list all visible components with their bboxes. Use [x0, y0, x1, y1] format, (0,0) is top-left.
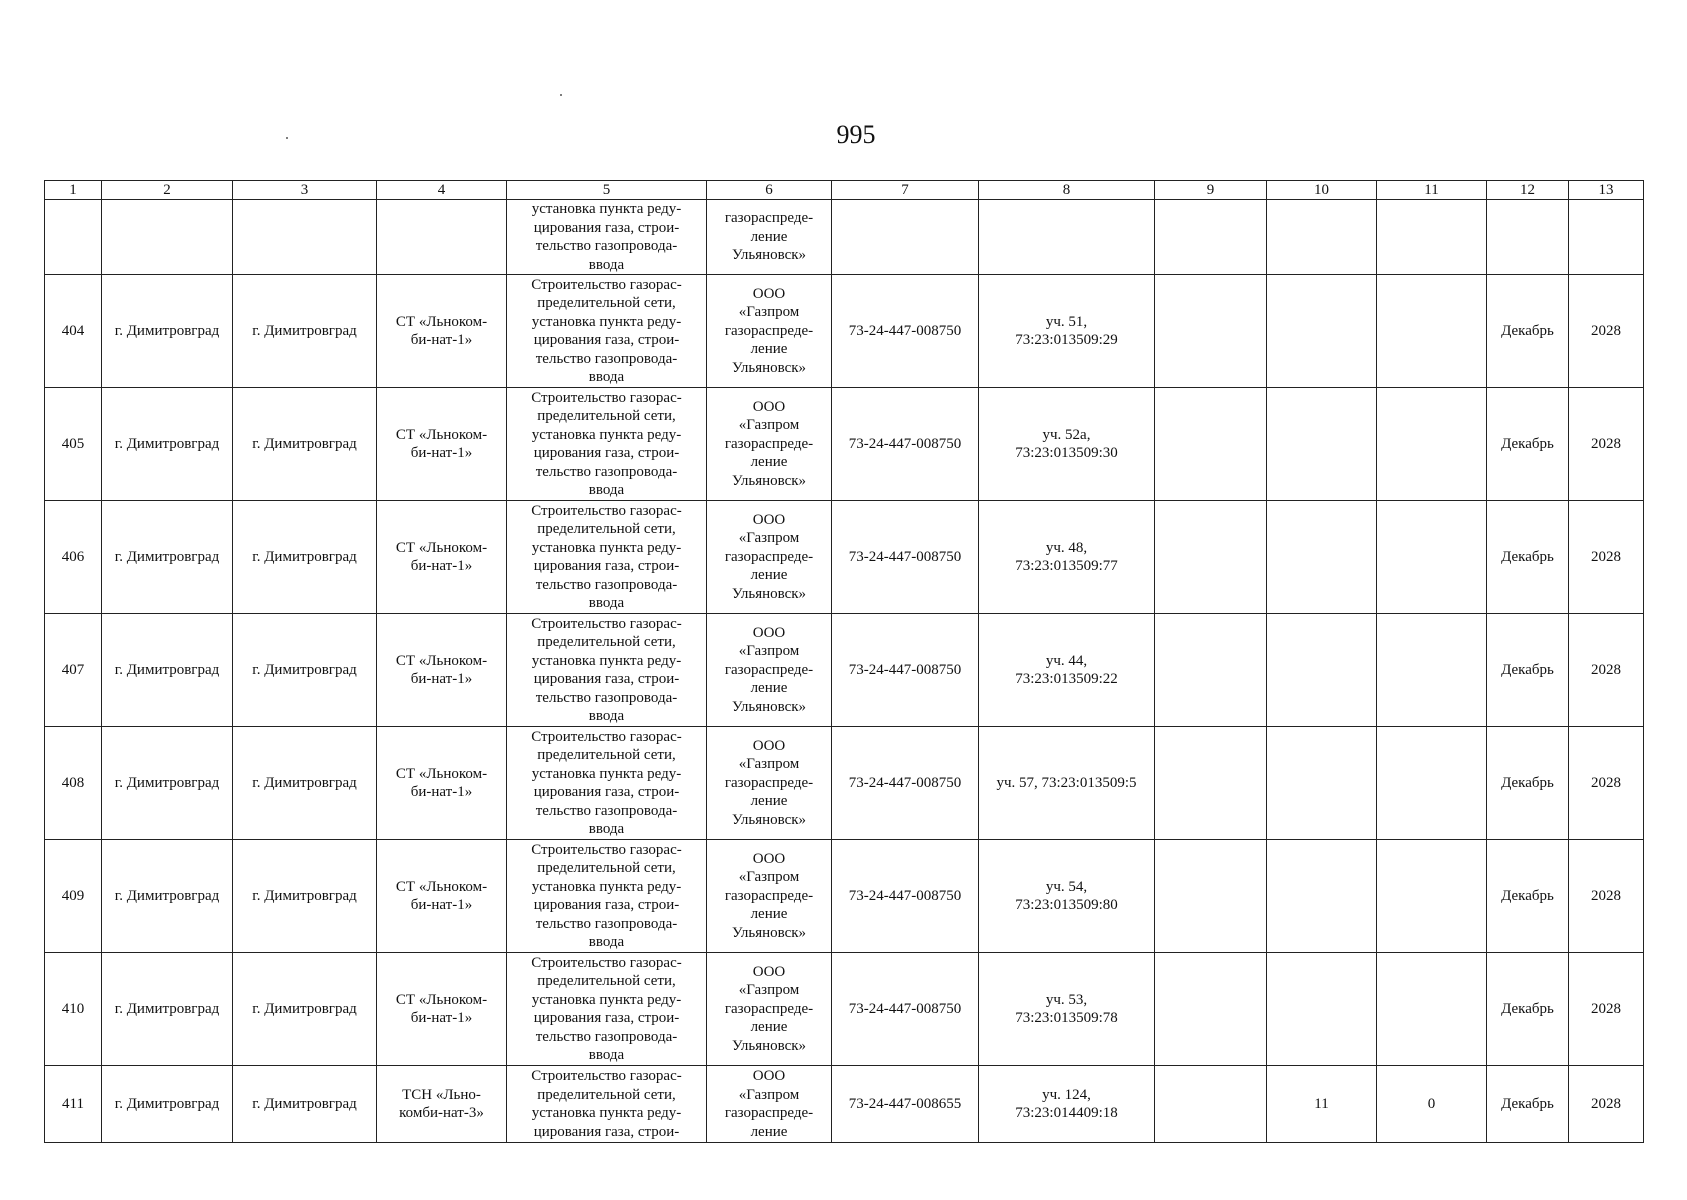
continuation-row [45, 200, 1644, 275]
column-number-6: 6 [707, 181, 832, 200]
cell-10 [1267, 953, 1377, 1066]
cell-object [377, 614, 507, 727]
cell-org-line: «Газпром [738, 982, 800, 999]
cell-num: 410 [45, 953, 102, 1066]
cell-org-line: ООО [752, 398, 786, 415]
cell-plot-line: 73:23:013509:29 [1015, 332, 1118, 348]
work-line: установка пункта реду- [531, 201, 682, 217]
table-row [45, 953, 1644, 1066]
cell-object-line: ТСН «Льно- [402, 1086, 481, 1103]
cell-work-line: тельство газопровода- [535, 576, 678, 593]
table-row [45, 501, 1644, 614]
cell-9 [1155, 501, 1267, 614]
cell-11 [1377, 953, 1487, 1066]
cell-month: Декабрь [1487, 501, 1569, 614]
column-number-13: 13 [1569, 181, 1644, 200]
cell-object-line: СТ «Льноком- [395, 426, 488, 443]
cell-municipality: г. Димитровград [102, 275, 233, 388]
cell-municipality [102, 200, 233, 275]
cell-object-line: СТ «Льноком- [395, 878, 488, 895]
cell-locality: г. Димитровград [233, 275, 377, 388]
cell-org-line: ление [750, 793, 788, 810]
cell-org [707, 614, 832, 727]
cell-org-line: Ульяновск» [731, 1037, 807, 1054]
column-number-5: 5 [507, 181, 707, 200]
table-row [45, 1066, 1644, 1143]
work-line: тельство газопровода- [535, 238, 678, 254]
cell-11 [1377, 501, 1487, 614]
column-number-2: 2 [102, 181, 233, 200]
cell-work-line: цирования газа, строи- [533, 332, 680, 348]
cell-plot-line: 73:23:013509:30 [1015, 445, 1118, 461]
cell-org-line: «Газпром [738, 417, 800, 434]
cell-work-line: пределительной сети, [537, 860, 676, 876]
cell-code: 73-24-447-008750 [832, 388, 979, 501]
cell-month [1487, 200, 1569, 275]
cell-org-line: «Газпром [738, 756, 800, 773]
cell-plot [979, 953, 1155, 1066]
cell-year: 2028 [1569, 840, 1644, 953]
cell-org-line: газораспреде- [724, 322, 814, 339]
cell-object [377, 953, 507, 1066]
cell-org-line: газораспреде- [724, 548, 814, 565]
cell-org-line: Ульяновск» [731, 585, 807, 602]
cell-org-line: Ульяновск» [731, 811, 807, 828]
cell-work-line: пределительной сети, [537, 973, 676, 989]
table-row [45, 388, 1644, 501]
cell-work-line: ввода [588, 821, 625, 837]
cell-11 [1377, 275, 1487, 388]
cell-municipality: г. Димитровград [102, 953, 233, 1066]
cell-11 [1377, 614, 1487, 727]
cell-plot [979, 275, 1155, 388]
cell-work [507, 953, 707, 1066]
cell-org-line: газораспреде- [724, 1000, 814, 1017]
cell-object [377, 727, 507, 840]
cell-work-line: тельство газопровода- [535, 689, 678, 706]
cell-work-line: пределительной сети, [537, 1086, 676, 1103]
cell-code: 73-24-447-008750 [832, 614, 979, 727]
cell-plot-line: 73:23:013509:78 [1015, 1010, 1118, 1026]
cell-year: 2028 [1569, 388, 1644, 501]
cell-object-line: би-нат-1» [410, 558, 473, 574]
cell-10 [1267, 727, 1377, 840]
cell-9 [1155, 840, 1267, 953]
cell-month: Декабрь [1487, 275, 1569, 388]
cell-object [377, 501, 507, 614]
cell-work-line: пределительной сети, [537, 408, 676, 424]
cell-org-line: газораспреде- [724, 774, 814, 791]
cell-year: 2028 [1569, 275, 1644, 388]
org-line: ление [750, 228, 788, 245]
cell-code: 73-24-447-008750 [832, 275, 979, 388]
cell-work [507, 388, 707, 501]
cell-plot [979, 1066, 1155, 1143]
column-number-9: 9 [1155, 181, 1267, 200]
cell-num: 404 [45, 275, 102, 388]
cell-num: 407 [45, 614, 102, 727]
cell-org-line: ление [750, 567, 788, 584]
cell-month: Декабрь [1487, 953, 1569, 1066]
cell-plot [979, 200, 1155, 275]
cell-plot-line: уч. 124, [1042, 1086, 1091, 1103]
cell-11 [1377, 840, 1487, 953]
cell-plot-line: 73:23:014409:18 [1015, 1105, 1118, 1121]
cell-9 [1155, 953, 1267, 1066]
cell-org [707, 275, 832, 388]
cell-locality: г. Димитровград [233, 953, 377, 1066]
cell-object [377, 200, 507, 275]
cell-year: 2028 [1569, 1066, 1644, 1143]
cell-org [707, 1066, 832, 1143]
cell-code: 73-24-447-008750 [832, 953, 979, 1066]
column-number-7: 7 [832, 181, 979, 200]
cell-municipality: г. Димитровград [102, 614, 233, 727]
cell-code: 73-24-447-008750 [832, 727, 979, 840]
cell-code: 73-24-447-008750 [832, 840, 979, 953]
cell-work-line: установка пункта реду- [531, 539, 682, 556]
cell-plot-line: уч. 53, [1045, 991, 1088, 1008]
cell-object [377, 388, 507, 501]
cell-10 [1267, 614, 1377, 727]
cell-work-line: установка пункта реду- [531, 991, 682, 1008]
cell-work [507, 1066, 707, 1143]
cell-work-line: Строительство газорас- [531, 954, 682, 971]
cell-num: 406 [45, 501, 102, 614]
cell-year: 2028 [1569, 953, 1644, 1066]
work-line: ввода [588, 256, 625, 273]
cell-object-line: СТ «Льноком- [395, 313, 488, 330]
cell-num: 411 [45, 1066, 102, 1143]
cell-num: 409 [45, 840, 102, 953]
cell-org-line: «Газпром [738, 643, 800, 660]
cell-org-line: газораспреде- [724, 435, 814, 452]
cell-work-line: цирования газа, строи- [533, 1010, 680, 1026]
cell-org [707, 840, 832, 953]
cell-org-line: «Газпром [738, 304, 800, 321]
cell-year: 2028 [1569, 501, 1644, 614]
cell-object-line: би-нат-1» [410, 1010, 473, 1026]
cell-num [45, 200, 102, 275]
cell-org-line: ООО [752, 963, 786, 980]
page-number: 995 [836, 120, 876, 149]
cell-work-line: цирования газа, строи- [533, 445, 680, 461]
cell-org-line: ООО [752, 1068, 786, 1084]
cell-plot-line: уч. 44, [1045, 652, 1088, 669]
cell-org-line: ление [750, 1019, 788, 1036]
cell-org-line: Ульяновск» [731, 698, 807, 715]
cell-work-line: цирования газа, строи- [533, 558, 680, 574]
cell-municipality: г. Димитровград [102, 501, 233, 614]
cell-work-line: Строительство газорас- [531, 389, 682, 406]
cell-object-line: би-нат-1» [410, 332, 473, 348]
cell-9 [1155, 200, 1267, 275]
cell-10 [1267, 501, 1377, 614]
table-row [45, 840, 1644, 953]
cell-locality: г. Димитровград [233, 614, 377, 727]
cell-work-line: установка пункта реду- [531, 652, 682, 669]
works-table [44, 180, 1644, 1143]
cell-9 [1155, 727, 1267, 840]
cell-plot [979, 840, 1155, 953]
cell-org-line: ление [750, 454, 788, 471]
column-number-11: 11 [1377, 181, 1487, 200]
table-row [45, 275, 1644, 388]
cell-object-line: би-нат-1» [410, 671, 473, 687]
cell-work-line: цирования газа, строи- [533, 671, 680, 687]
cell-month: Декабрь [1487, 614, 1569, 727]
cell-work-line: установка пункта реду- [531, 313, 682, 330]
cell-work-line: установка пункта реду- [531, 765, 682, 782]
cell-locality [233, 200, 377, 275]
cell-10 [1267, 388, 1377, 501]
cell-work-line: ввода [588, 595, 625, 611]
cell-org [707, 727, 832, 840]
cell-object [377, 1066, 507, 1143]
cell-work-line: Строительство газорас- [531, 1068, 682, 1084]
cell-org [707, 388, 832, 501]
cell-plot-line: уч. 51, [1045, 313, 1088, 330]
cell-object-line: комби-нат-3» [399, 1105, 484, 1121]
cell-11 [1377, 200, 1487, 275]
cell-org-line: ООО [752, 285, 786, 302]
cell-org-line: ООО [752, 624, 786, 641]
cell-11 [1377, 388, 1487, 501]
cell-code: 73-24-447-008655 [832, 1066, 979, 1143]
column-number-12: 12 [1487, 181, 1569, 200]
cell-work [507, 200, 707, 275]
cell-code: 73-24-447-008750 [832, 501, 979, 614]
cell-municipality: г. Димитровград [102, 388, 233, 501]
cell-work-line: Строительство газорас- [531, 276, 682, 293]
cell-plot-line: уч. 48, [1045, 539, 1088, 556]
cell-org [707, 501, 832, 614]
cell-plot [979, 614, 1155, 727]
cell-work-line: тельство газопровода- [535, 350, 678, 367]
cell-object-line: СТ «Льноком- [395, 991, 488, 1008]
cell-work-line: ввода [588, 482, 625, 498]
cell-org-line: ООО [752, 737, 786, 754]
cell-locality: г. Димитровград [233, 501, 377, 614]
cell-work-line: установка пункта реду- [531, 1105, 682, 1121]
org-line: Ульяновск» [731, 247, 807, 264]
cell-work-line: ввода [588, 369, 625, 385]
table-row [45, 727, 1644, 840]
cell-10 [1267, 200, 1377, 275]
column-number-1: 1 [45, 181, 102, 200]
column-number-10: 10 [1267, 181, 1377, 200]
cell-plot-line: уч. 54, [1045, 878, 1088, 895]
cell-9 [1155, 275, 1267, 388]
cell-municipality: г. Димитровград [102, 1066, 233, 1143]
cell-year: 2028 [1569, 727, 1644, 840]
cell-10 [1267, 840, 1377, 953]
column-number-4: 4 [377, 181, 507, 200]
cell-plot-line: уч. 57, 73:23:013509:5 [996, 774, 1137, 791]
cell-object-line: би-нат-1» [410, 897, 473, 913]
cell-object-line: би-нат-1» [410, 445, 473, 461]
cell-org [707, 200, 832, 275]
cell-num: 408 [45, 727, 102, 840]
cell-num: 405 [45, 388, 102, 501]
cell-work [507, 501, 707, 614]
cell-object-line: би-нат-1» [410, 784, 473, 800]
cell-work-line: тельство газопровода- [535, 1028, 678, 1045]
cell-work [507, 614, 707, 727]
cell-locality: г. Димитровград [233, 727, 377, 840]
work-line: цирования газа, строи- [533, 219, 680, 236]
cell-object-line: СТ «Льноком- [395, 652, 488, 669]
column-number-8: 8 [979, 181, 1155, 200]
cell-org-line: Ульяновск» [731, 359, 807, 376]
cell-org [707, 953, 832, 1066]
cell-work-line: Строительство газорас- [531, 502, 682, 519]
cell-work [507, 275, 707, 388]
cell-org-line: Ульяновск» [731, 924, 807, 941]
cell-month: Декабрь [1487, 1066, 1569, 1143]
cell-work-line: ввода [588, 1047, 625, 1063]
cell-plot [979, 727, 1155, 840]
cell-work-line: установка пункта реду- [531, 878, 682, 895]
cell-locality: г. Димитровград [233, 1066, 377, 1143]
cell-object [377, 275, 507, 388]
cell-year [1569, 200, 1644, 275]
cell-org-line: ООО [752, 850, 786, 867]
cell-10 [1267, 275, 1377, 388]
cell-object [377, 840, 507, 953]
cell-work-line: тельство газопровода- [535, 915, 678, 932]
cell-month: Декабрь [1487, 727, 1569, 840]
cell-work-line: Строительство газорас- [531, 841, 682, 858]
cell-object-line: СТ «Льноком- [395, 765, 488, 782]
cell-org-line: газораспреде- [724, 1105, 814, 1121]
cell-plot-line: 73:23:013509:22 [1015, 671, 1118, 687]
cell-org-line: ление [750, 680, 788, 697]
cell-9 [1155, 388, 1267, 501]
cell-work-line: цирования газа, строи- [533, 897, 680, 913]
cell-org-line: «Газпром [738, 530, 800, 547]
cell-plot-line: уч. 52а, [1042, 426, 1091, 443]
cell-work-line: Строительство газорас- [531, 615, 682, 632]
cell-work-line: ввода [588, 708, 625, 724]
cell-10: 11 [1267, 1066, 1377, 1143]
cell-work-line: пределительной сети, [537, 634, 676, 650]
cell-work-line: цирования газа, строи- [533, 784, 680, 800]
cell-org-line: газораспреде- [724, 887, 814, 904]
cell-11 [1377, 727, 1487, 840]
cell-object-line: СТ «Льноком- [395, 539, 488, 556]
cell-work-line: пределительной сети, [537, 521, 676, 537]
column-number-3: 3 [233, 181, 377, 200]
cell-org-line: Ульяновск» [731, 472, 807, 489]
cell-locality: г. Димитровград [233, 388, 377, 501]
column-number-row [45, 181, 1644, 200]
cell-municipality: г. Димитровград [102, 727, 233, 840]
cell-org-line: «Газпром [738, 869, 800, 886]
cell-municipality: г. Димитровград [102, 840, 233, 953]
cell-org-line: ление [750, 906, 788, 923]
scan-speck [286, 137, 288, 139]
cell-11: 0 [1377, 1066, 1487, 1143]
table-row [45, 614, 1644, 727]
cell-plot [979, 388, 1155, 501]
cell-work-line: тельство газопровода- [535, 802, 678, 819]
cell-work-line: пределительной сети, [537, 747, 676, 763]
cell-9 [1155, 614, 1267, 727]
cell-plot-line: 73:23:013509:80 [1015, 897, 1118, 913]
cell-org-line: «Газпром [738, 1086, 800, 1103]
cell-org-line: ление [750, 1123, 788, 1140]
cell-work-line: ввода [588, 934, 625, 950]
cell-locality: г. Димитровград [233, 840, 377, 953]
cell-work-line: пределительной сети, [537, 295, 676, 311]
cell-plot-line: 73:23:013509:77 [1015, 558, 1118, 574]
cell-plot [979, 501, 1155, 614]
cell-org-line: ООО [752, 511, 786, 528]
cell-month: Декабрь [1487, 388, 1569, 501]
cell-work-line: Строительство газорас- [531, 728, 682, 745]
scan-speck [560, 94, 562, 96]
cell-org-line: ление [750, 341, 788, 358]
cell-work-line: тельство газопровода- [535, 463, 678, 480]
cell-work [507, 840, 707, 953]
cell-year: 2028 [1569, 614, 1644, 727]
cell-work [507, 727, 707, 840]
cell-org-line: газораспреде- [724, 661, 814, 678]
cell-code [832, 200, 979, 275]
org-line: газораспреде- [724, 210, 814, 227]
cell-work-line: цирования газа, строи- [533, 1123, 680, 1140]
cell-work-line: установка пункта реду- [531, 426, 682, 443]
cell-month: Декабрь [1487, 840, 1569, 953]
cell-9 [1155, 1066, 1267, 1143]
